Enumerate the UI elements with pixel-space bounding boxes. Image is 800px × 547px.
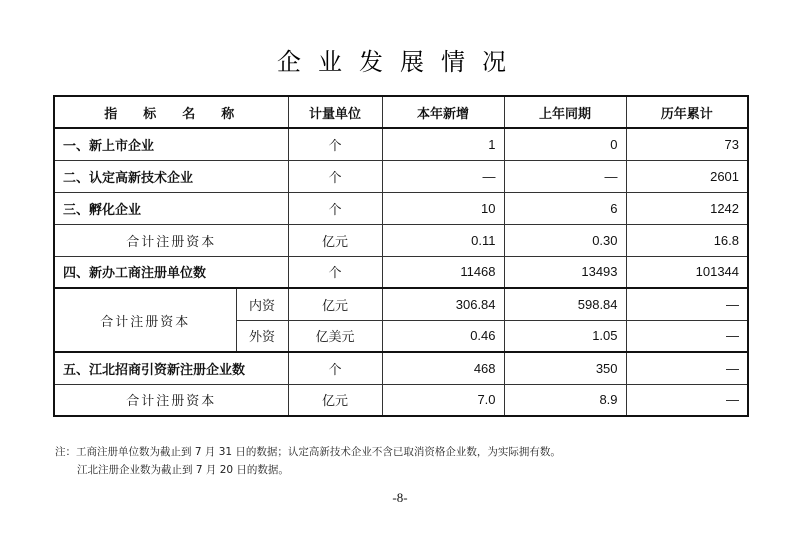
row-unit: 亿元 xyxy=(288,384,382,416)
row-this-year: 306.84 xyxy=(382,288,504,320)
row-unit: 亿元 xyxy=(288,224,382,256)
row-name: 四、新办工商注册单位数 xyxy=(54,256,288,288)
row-last-year: — xyxy=(504,160,626,192)
row-last-year: 13493 xyxy=(504,256,626,288)
table-row xyxy=(54,192,748,224)
row-last-year: 6 xyxy=(504,192,626,224)
row-cumulative: 101344 xyxy=(626,256,748,288)
row-unit: 亿美元 xyxy=(288,320,382,352)
row-cumulative: 1242 xyxy=(626,192,748,224)
row-unit: 个 xyxy=(288,192,382,224)
table-row xyxy=(54,224,748,256)
row-this-year: 7.0 xyxy=(382,384,504,416)
row-name: 一、新上市企业 xyxy=(54,128,288,160)
row-this-year: 1 xyxy=(382,128,504,160)
row-this-year: — xyxy=(382,160,504,192)
row-name: 二、认定高新技术企业 xyxy=(54,160,288,192)
header-unit: 计量单位 xyxy=(288,96,382,128)
footnote-line-1: 注：工商注册单位数为截止到 7 月 31 日的数据；认定高新技术企业不含已取消资格企业数，为实际拥有数。 xyxy=(55,446,561,458)
row-this-year: 468 xyxy=(382,352,504,384)
row-this-year: 0.11 xyxy=(382,224,504,256)
row-last-year: 1.05 xyxy=(504,320,626,352)
row-last-year: 598.84 xyxy=(504,288,626,320)
page-number: -8- xyxy=(392,490,408,505)
row-last-year: 8.9 xyxy=(504,384,626,416)
table-row xyxy=(54,352,748,384)
page-title: 企业发展情况 xyxy=(277,48,523,76)
header-name: 指标名称 xyxy=(54,96,288,128)
row-cumulative: — xyxy=(626,320,748,352)
table-row xyxy=(54,256,748,288)
row-cumulative: — xyxy=(626,384,748,416)
table-row xyxy=(54,384,748,416)
row-cumulative: — xyxy=(626,352,748,384)
row-this-year: 0.46 xyxy=(382,320,504,352)
row-sub-category: 内资 xyxy=(236,288,288,320)
table-row xyxy=(54,160,748,192)
header-cumulative: 历年累计 xyxy=(626,96,748,128)
row-name: 三、孵化企业 xyxy=(54,192,288,224)
row-unit: 个 xyxy=(288,352,382,384)
table-row xyxy=(54,288,748,320)
row-name: 五、江北招商引资新注册企业数 xyxy=(54,352,288,384)
row-cumulative: 16.8 xyxy=(626,224,748,256)
row-unit: 个 xyxy=(288,160,382,192)
row-cumulative: 2601 xyxy=(626,160,748,192)
row-last-year: 0.30 xyxy=(504,224,626,256)
row-name: 合计注册资本 xyxy=(54,224,288,256)
row-unit: 个 xyxy=(288,128,382,160)
row-cumulative: 73 xyxy=(626,128,748,160)
row-unit: 个 xyxy=(288,256,382,288)
footnote xyxy=(55,443,561,479)
row-sub-category: 外资 xyxy=(236,320,288,352)
header-this-year-new: 本年新增 xyxy=(382,96,504,128)
row-cumulative: — xyxy=(626,288,748,320)
enterprise-development-table xyxy=(53,95,749,417)
row-name: 合计注册资本 xyxy=(54,384,288,416)
row-this-year: 11468 xyxy=(382,256,504,288)
row-name: 合计注册资本 xyxy=(54,288,236,352)
row-unit: 亿元 xyxy=(288,288,382,320)
table-header-row xyxy=(54,96,748,128)
row-this-year: 10 xyxy=(382,192,504,224)
header-last-year: 上年同期 xyxy=(504,96,626,128)
row-last-year: 350 xyxy=(504,352,626,384)
footnote-line-2: 江北注册企业数为截止到 7 月 20 日的数据。 xyxy=(77,464,289,476)
row-last-year: 0 xyxy=(504,128,626,160)
table-row xyxy=(54,128,748,160)
